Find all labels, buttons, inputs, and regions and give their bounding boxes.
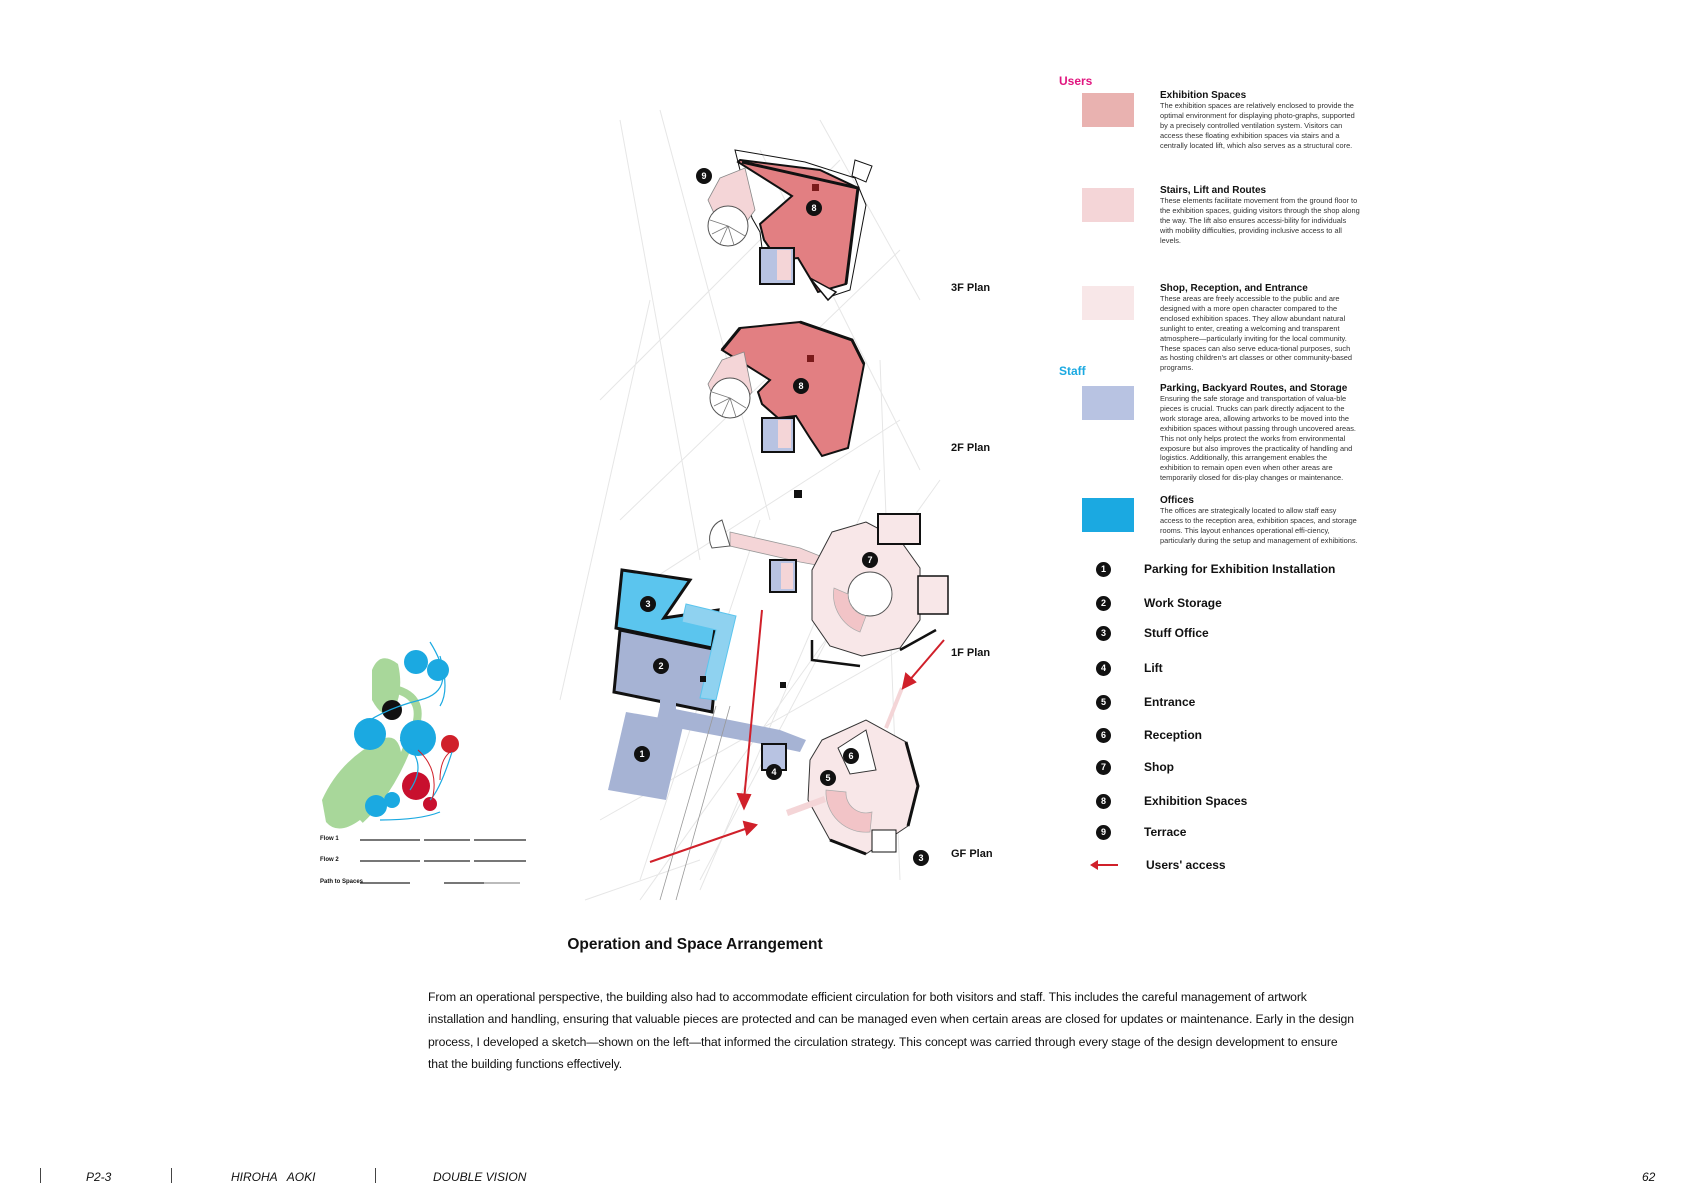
key-number: 4 [1096,661,1111,676]
legend-title: Exhibition Spaces [1160,90,1247,101]
key-number: 2 [1096,596,1111,611]
key-row [1096,560,1356,580]
swatch-exhibition [1082,93,1134,127]
key-number: 3 [1096,626,1111,641]
users-heading: Users [1059,74,1093,88]
room-number-marker: 6 [843,748,859,764]
room-number-marker: 1 [634,746,650,762]
swatch-shop [1082,286,1134,320]
plan-1f [614,490,948,712]
room-number-marker: 7 [862,552,878,568]
key-row [1096,693,1356,713]
key-row [1096,792,1356,812]
footer-divider [171,1168,172,1183]
key-number: 9 [1096,825,1111,840]
legend-description: The offices are strategically located to allow staff easy access to the reception area, exhibition spaces, and storage rooms. This layout enhances operational effi-ciency, particularly during the setup and management of exhibitions. [1160,506,1358,545]
key-row [1096,659,1356,679]
room-number-marker: 2 [653,658,669,674]
key-row-users-access [1096,856,1356,876]
plan-label-2f: 2F Plan [951,442,991,454]
key-row [1096,823,1356,843]
key-number: 5 [1096,695,1111,710]
footer-code: P2-3 [86,1170,112,1184]
key-number: 8 [1096,794,1111,809]
key-label: Exhibition Spaces [1144,794,1248,808]
plan-3f [708,150,872,300]
key-number: 7 [1096,760,1111,775]
body-paragraph: From an operational perspective, the building also had to accommodate efficient circulation for both visitors and staff. This includes the careful management of artwork installation and handling, ensuring that valuable pieces are protected and can be managed even when certain areas are closed for updates or maintenance. Early in the design process, I developed a sketch—shown on the left—that informed the circulation strategy. This concept was carried through every stage of the design development to ensure that the building functions effectively. [428,990,1354,1072]
room-number-marker: 8 [793,378,809,394]
key-number: 1 [1096,562,1111,577]
key-label: Shop [1144,760,1174,774]
key-row [1096,726,1356,746]
room-number-marker: 3 [640,596,656,612]
sketch-flow-1-label: Flow 1 [320,836,339,842]
plan-label-3f: 3F Plan [951,282,991,294]
key-row [1096,594,1356,614]
key-row [1096,758,1356,778]
room-number-marker: 9 [696,168,712,184]
key-label: Work Storage [1144,596,1222,610]
section-title: Operation and Space Arrangement [567,936,823,953]
legend-title: Stairs, Lift and Routes [1160,185,1267,196]
circulation-sketch [322,642,526,884]
access-arrow-icon [1096,864,1118,866]
legend-description: Ensuring the safe storage and transportation of valua-ble pieces is crucial. Trucks can park directly adjacent to the work storage area, allowing artworks to be moved into the exhibition spaces without passing through uncovered areas. This not only helps protect the works from environmental exposure but also improves the practicality of handling and logistics. Additionally, this arrangement enables the exhibition to remain open even when other areas are temporarily closed for dis-play changes or maintenance. [1160,394,1356,483]
room-number-marker: 3 [913,850,929,866]
legend-title: Offices [1160,495,1194,506]
swatch-parking [1082,386,1134,420]
page-number: 62 [1642,1170,1656,1184]
footer-divider [375,1168,376,1183]
key-label: Terrace [1144,825,1187,839]
legend-description: These elements facilitate movement from the ground floor to the exhibition spaces, guiding visitors through the shop along the way. The lift also ensures accessi-bility for individuals with mobility difficulties, providing inclusive access to all levels. [1160,196,1360,245]
sketch-path-label: Path to Spaces [320,879,364,885]
room-number-marker: 8 [806,200,822,216]
key-number: 6 [1096,728,1111,743]
key-label: Reception [1144,728,1203,742]
room-number-marker: 4 [766,764,782,780]
footer-author: HIROHA AOKI [231,1170,316,1184]
legend-description: These areas are freely accessible to the public and are designed with a more open character compared to the enclosed exhibition spaces. They allow abundant natural sunlight to enter, creating a welcoming and transparent atmosphere—particularly inviting for the local community. These spaces can also serve educa-tional purposes, such as hosting children's art classes or other community-based programs. [1160,294,1353,373]
footer-divider [40,1168,41,1183]
room-number-marker: 5 [820,770,836,786]
key-row [1096,624,1356,644]
footer-project: DOUBLE VISION [433,1170,527,1184]
swatch-stairs [1082,188,1134,222]
plan-gf [608,688,918,900]
plan-label-gf: GF Plan [951,848,993,860]
key-label: Lift [1144,661,1163,675]
legend-title: Shop, Reception, and Entrance [1160,283,1308,294]
legend-title: Parking, Backyard Routes, and Storage [1160,383,1348,394]
legend-description: The exhibition spaces are relatively enclosed to provide the optimal environment for displaying photo-graphs, supported by a precisely controlled ventilation system. Visitors can access these floating exhibition spaces via stairs and a centrally located lift, which also serves as a structural core. [1160,101,1355,150]
plan-label-1f: 1F Plan [951,647,991,659]
swatch-offices [1082,498,1134,532]
key-label: Entrance [1144,695,1196,709]
key-label: Users' access [1146,858,1226,872]
key-label: Parking for Exhibition Installation [1144,562,1336,576]
staff-heading: Staff [1059,364,1086,378]
sketch-flow-2-label: Flow 2 [320,857,339,863]
plan-2f [708,322,864,456]
key-label: Stuff Office [1144,626,1209,640]
